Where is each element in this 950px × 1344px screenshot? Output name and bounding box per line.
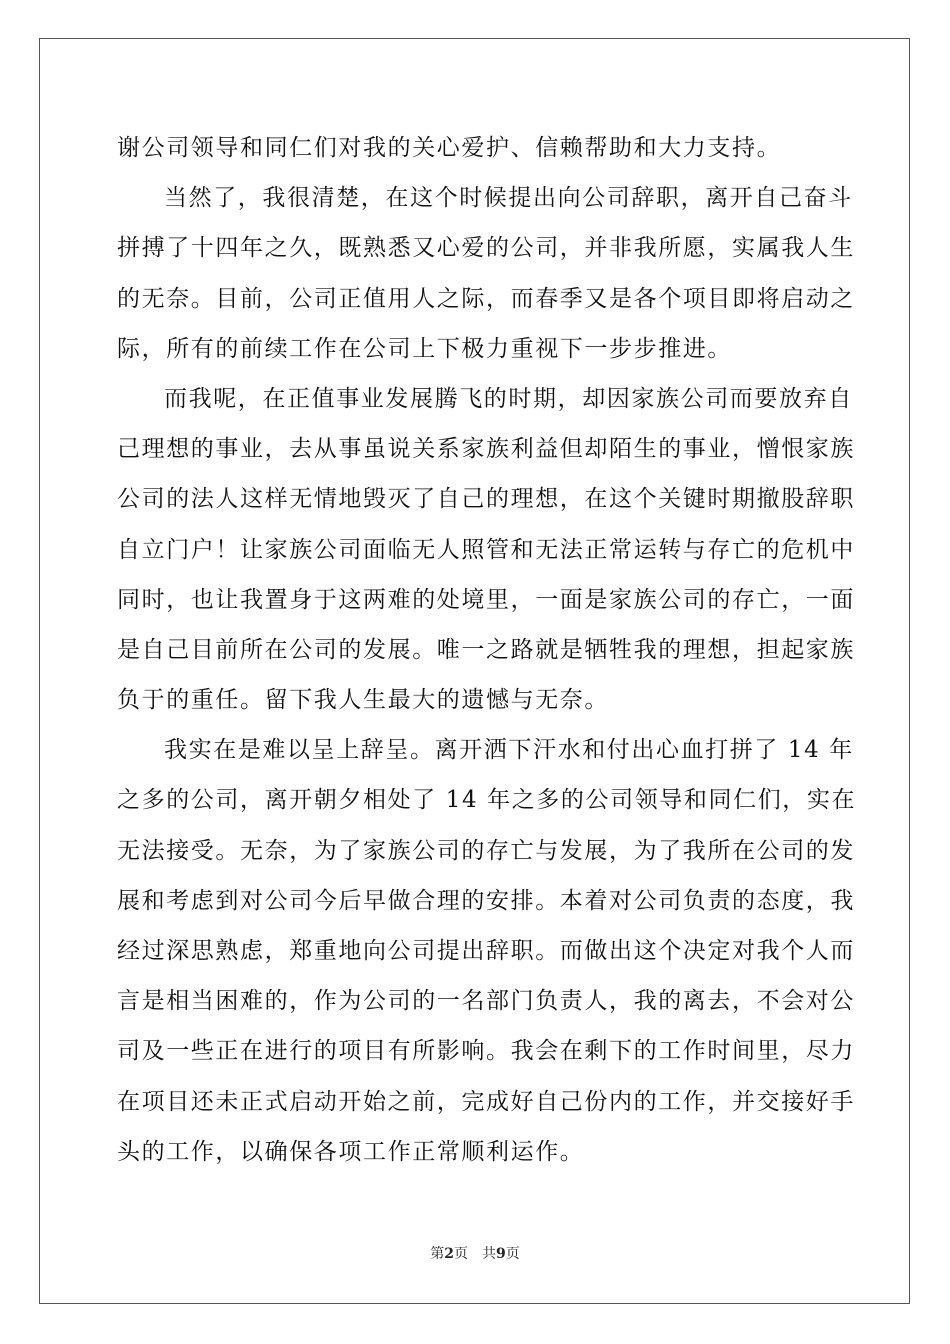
- text-line: 而我呢，在正值事业发展腾飞的时期，却因家族公司而要放弃自: [164, 385, 853, 412]
- text-line: 同时，也让我置身于这两难的处境里，一面是家族公司的存亡，一面: [117, 586, 855, 613]
- text-line: 的无奈。目前，公司正值用人之际，而春季又是各个项目即将启动之: [117, 285, 855, 312]
- text-line: 展和考虑到对公司今后早做合理的安排。本着对公司负责的态度，我: [117, 887, 855, 914]
- page-footer: [0, 1243, 950, 1263]
- text-line: 自立门户！让家族公司面临无人照管和无法正常运转与存亡的危机中: [117, 536, 855, 563]
- total-suffix: 页: [505, 1246, 520, 1262]
- text-line: 头的工作，以确保各项工作正常顺利运作。: [117, 1138, 585, 1165]
- text-line: 无法接受。无奈，为了家族公司的存亡与发展，为了我所在公司的发: [117, 837, 855, 864]
- text-line: 际，所有的前续工作在公司上下极力重视下一步步推进。: [117, 335, 732, 362]
- document-body: [117, 123, 857, 1177]
- text-line: 司及一些正在进行的项目有所影响。我会在剩下的工作时间里，尽力: [117, 1038, 855, 1065]
- text-line: 之多的公司，离开朝夕相处了 14 年之多的公司领导和同仁们，实在: [117, 787, 857, 814]
- total-prefix: 共: [482, 1246, 496, 1262]
- text-line: 在项目还未正式启动开始之前，完成好自己份内的工作，并交接好手: [117, 1088, 855, 1115]
- text-line: 当然了，我很清楚，在这个时候提出向公司辞职，离开自己奋斗: [164, 185, 853, 212]
- text-line: 公司的法人这样无情地毁灭了自己的理想，在这个关键时期撤股辞职: [117, 486, 855, 513]
- text-line: 是自己目前所在公司的发展。唯一之路就是牺牲我的理想，担起家族: [117, 636, 855, 663]
- text-line: 谢公司领导和同仁们对我的关心爱护、信赖帮助和大力支持。: [117, 135, 782, 161]
- page-suffix: 页: [454, 1246, 468, 1262]
- text-line: 负于的重任。留下我人生最大的遗憾与无奈。: [117, 687, 609, 714]
- text-line: 己理想的事业，去从事虽说关系家族利益但却陌生的事业，憎恨家族: [117, 436, 855, 463]
- page-prefix: 第: [430, 1246, 445, 1262]
- text-line: 拼搏了十四年之久，既熟悉又心爱的公司，并非我所愿，实属我人生: [117, 235, 855, 262]
- total-pages: 9: [496, 1246, 506, 1262]
- page-number: 2: [444, 1246, 454, 1262]
- text-line: 言是相当困难的，作为公司的一名部门负责人，我的离去，不会对公: [117, 988, 855, 1015]
- text-line: 我实在是难以呈上辞呈。离开洒下汗水和付出心血打拼了 14 年: [164, 737, 854, 764]
- text-line: 经过深思熟虑，郑重地向公司提出辞职。而做出这个决定对我个人而: [117, 938, 855, 964]
